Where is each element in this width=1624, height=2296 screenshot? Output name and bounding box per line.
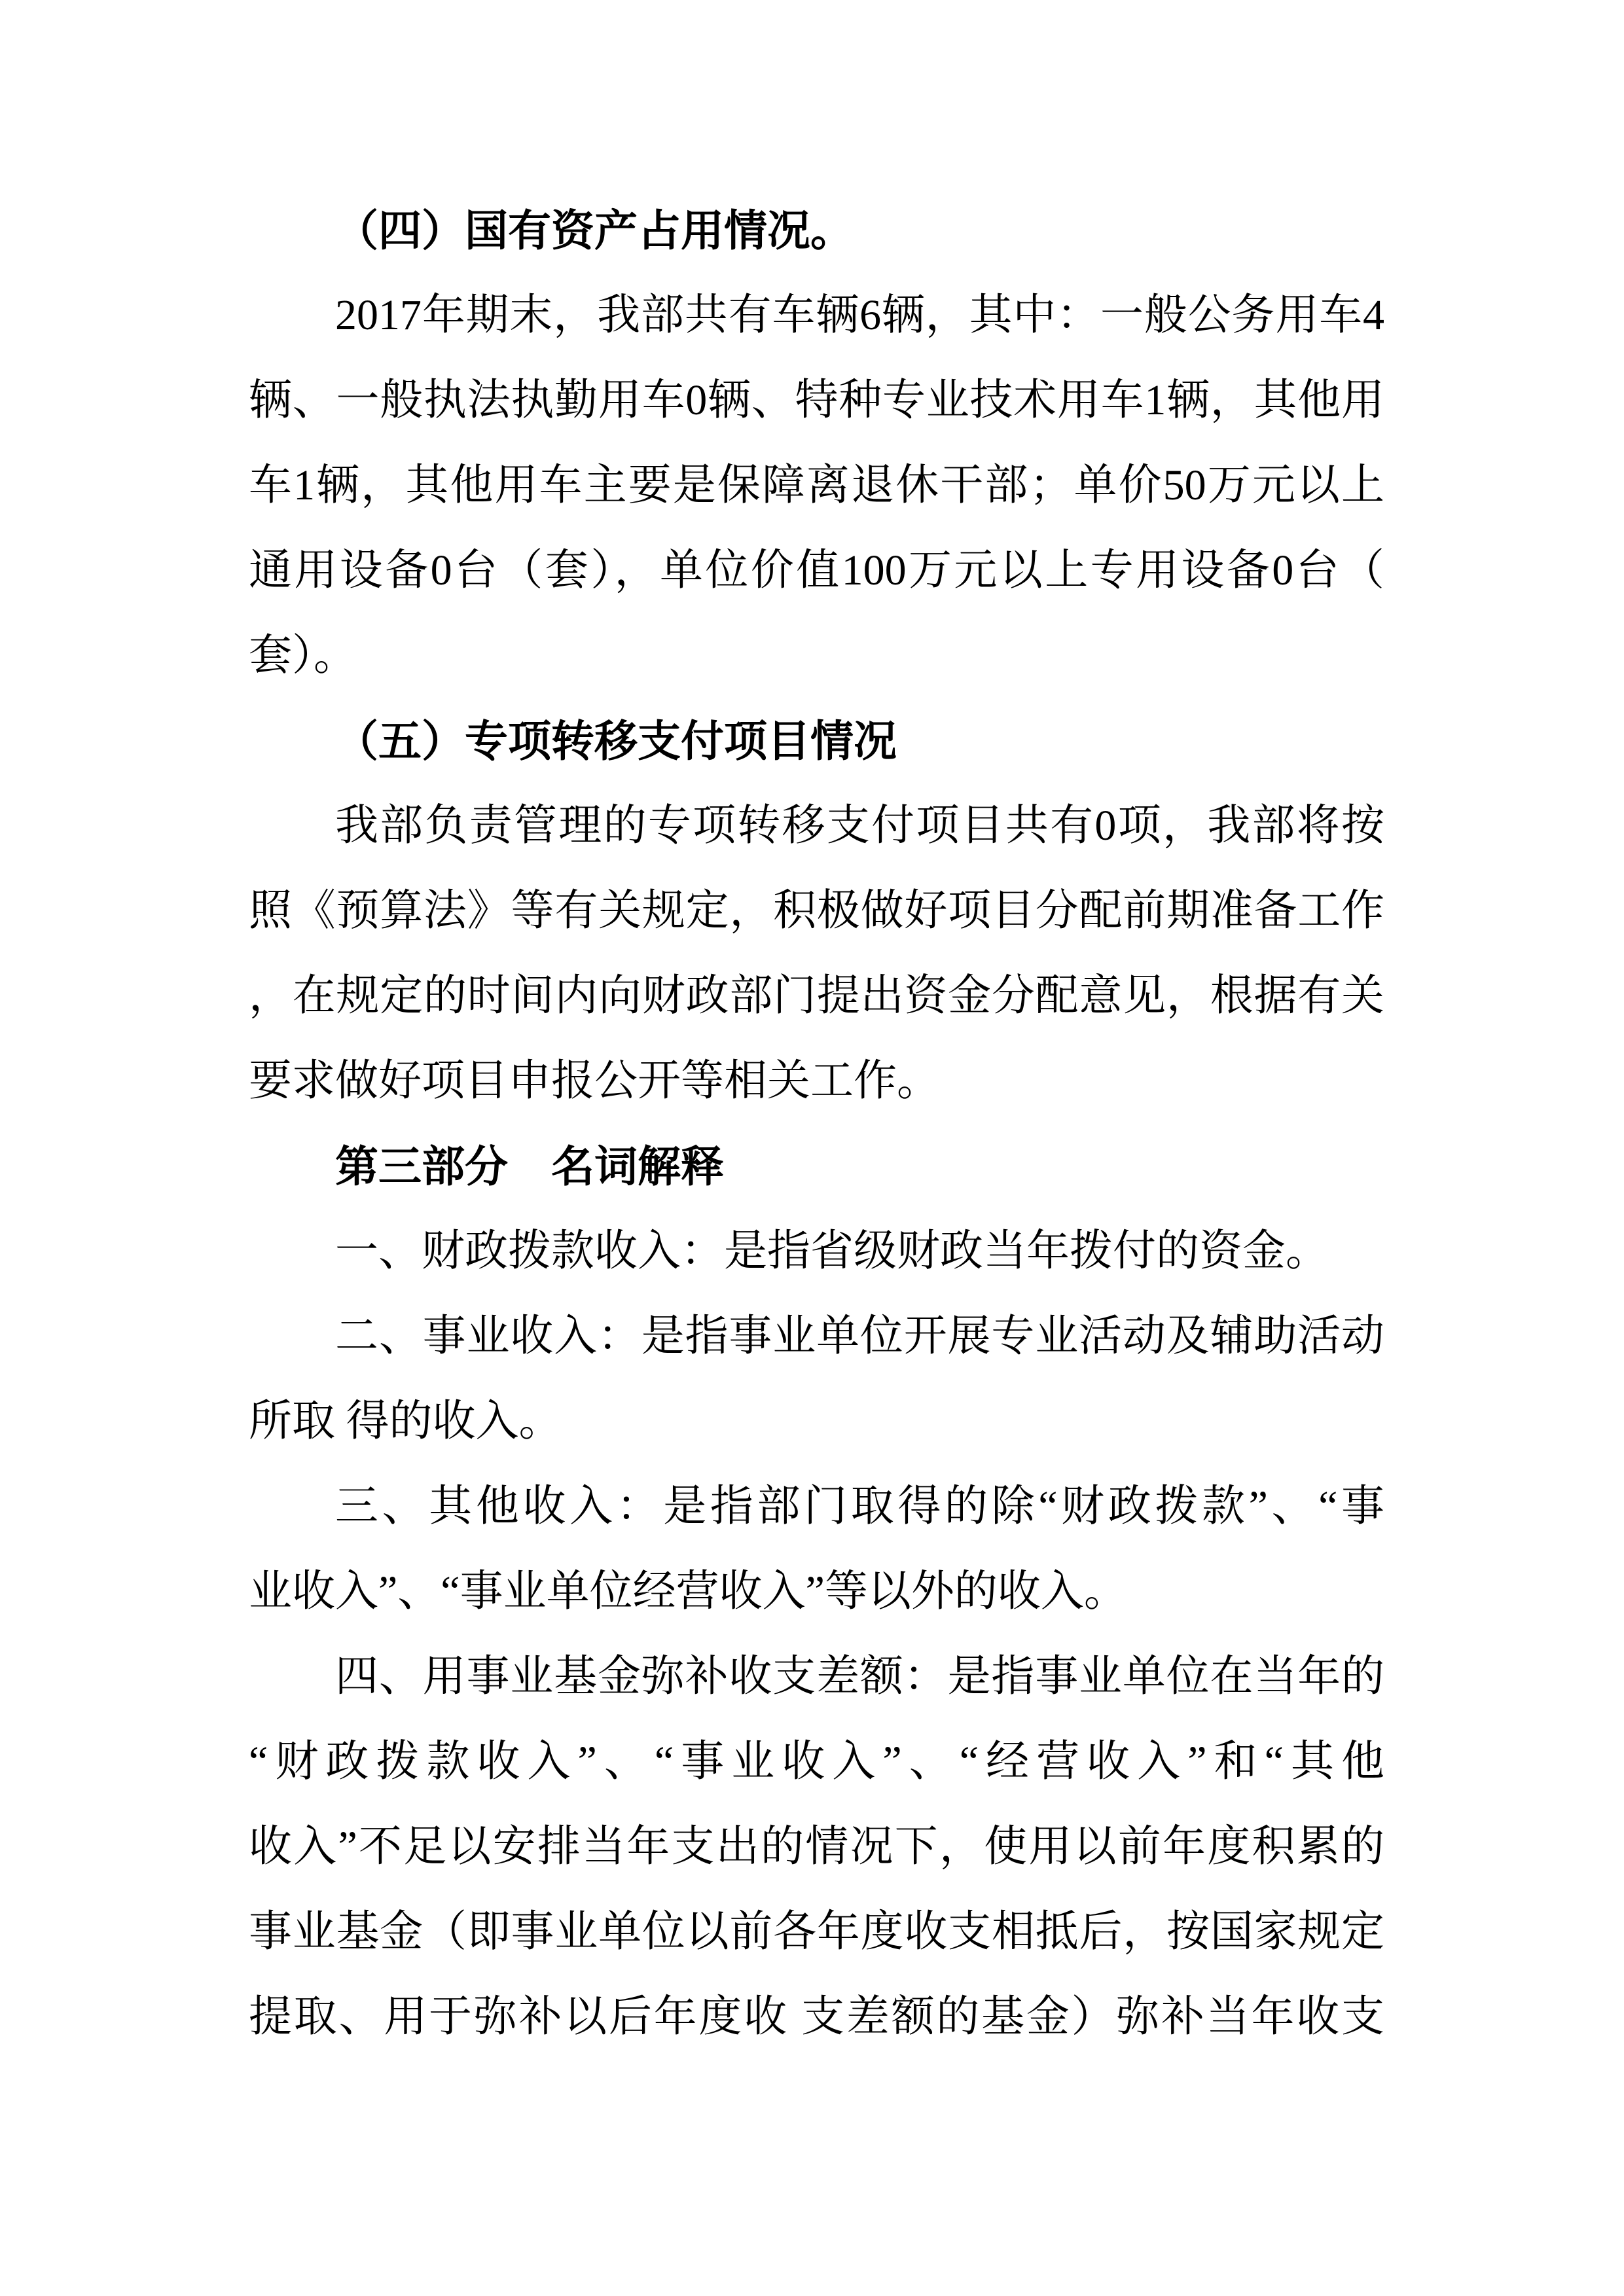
text-line: 四、用事业基金弥补收支差额：是指事业单位在当年的: [335, 1653, 1384, 1700]
text-line: 套）。: [249, 632, 357, 679]
text-line: 提取、用于弥补以后年度收 支差额的基金）弥补当年收支: [249, 1993, 1384, 2041]
document-content: [249, 188, 1384, 2060]
text-line: 三、其他收入：是指部门取得的除“财政拨款”、“事: [335, 1482, 1384, 1530]
text-line: 业收入”、“事业单位经营收入”等以外的收入。: [249, 1568, 1127, 1615]
text-line: 照《预算法》等有关规定，积极做好项目分配前期准备工作: [249, 887, 1384, 935]
text-line: 车1辆，其他用车主要是保障离退休干部；单价50万元以上: [249, 461, 1384, 509]
text-line: 2017年期末，我部共有车辆6辆，其中：一般公务用车4: [335, 291, 1384, 339]
text-line: 我部负责管理的专项转移支付项目共有0项，我部将按: [335, 802, 1384, 850]
text-line: 收入”不足以安排当年支出的情况下，使用以前年度积累的: [249, 1823, 1384, 1871]
section-heading-5: （五）专项转移支付项目情况: [335, 717, 897, 765]
text-line: 辆、一般执法执勤用车0辆、特种专业技术用车1辆，其他用: [249, 376, 1384, 424]
text-line: 所取 得的收入。: [249, 1397, 562, 1445]
text-line: 事业基金（即事业单位以前各年度收支相抵后，按国家规定: [249, 1908, 1384, 1956]
text-line: 一、财政拨款收入：是指省级财政当年拨付的资金。: [335, 1227, 1329, 1275]
text-line: 要求做好项目申报公开等相关工作。: [249, 1057, 940, 1105]
section-heading-4: （四）国有资产占用情况。: [335, 206, 854, 255]
text-line: “财政拨款收入”、“事业收入”、“经营收入”和“其他: [249, 1738, 1384, 1785]
text-line: 通用设备0台（套），单位价值100万元以上专用设备0台（: [249, 547, 1384, 594]
part-3-heading: 第三部分 名词解释: [335, 1142, 724, 1191]
text-line: 二、事业收入：是指事业单位开展专业活动及辅助活动: [335, 1312, 1384, 1360]
text-line: ，在规定的时间内向财政部门提出资金分配意见，根据有关: [249, 972, 1384, 1020]
